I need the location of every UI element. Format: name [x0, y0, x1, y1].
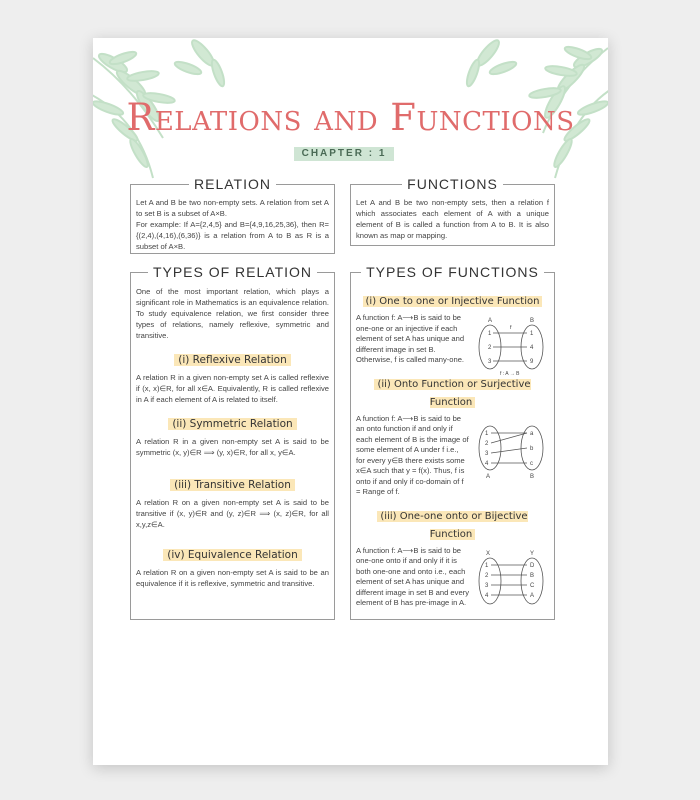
functions-definition: Let A and B be two non-empty sets, then a relation f which associates each element of A with a unique element of B is called a function from A to B. It is also known as map or mapping. — [356, 198, 549, 240]
equivalence-text: A relation R on a given non-empty set A is said to be an equivalence if it is reflexive, symmetric and transitive. — [136, 568, 329, 588]
injective-b-1: 1 — [530, 331, 534, 337]
injective-a-3: 3 — [488, 359, 492, 365]
bijective-b-a: A — [530, 592, 535, 599]
surjective-a-3: 3 — [485, 450, 489, 457]
injective-map-label: f — [510, 325, 512, 331]
bijective-right-set-label: Y — [530, 550, 535, 557]
functions-box — [350, 176, 555, 246]
injective-title: (i) One to one or Injective Function — [363, 296, 543, 307]
injective-block — [356, 313, 549, 377]
bijective-diagram — [474, 548, 549, 618]
bijective-text: A function f: A⟶B is said to be one-one onto if and only if it is both one-one and onto i.e., each element of set A has unique and different image in set B and every element of B has pre-image in A. — [356, 545, 469, 607]
surjective-left-set-label: A — [486, 473, 491, 480]
functions-heading: FUNCTIONS — [402, 176, 503, 192]
bijective-b-d: D — [530, 562, 535, 569]
bijective-left-set-label: X — [486, 550, 491, 557]
surjective-b-b: b — [530, 445, 534, 452]
injective-right-set-label: B — [530, 318, 535, 324]
reflexive-title: (i) Reflexive Relation — [174, 354, 291, 366]
bijective-a-1: 1 — [485, 562, 489, 569]
injective-a-1: 1 — [488, 331, 492, 337]
types-of-relation-box — [130, 264, 335, 620]
types-of-functions-box — [350, 264, 555, 620]
transitive-title: (iii) Transitive Relation — [170, 479, 295, 491]
surjective-text: A function f: A⟶B is said to be an onto function if and only if each element of B is the image of some element of A under f i.e., for every y∈B there exists some x∈A such that y = f(x). Thus, f is onto if and only if co-domain of f = Range of f. — [356, 413, 469, 496]
bijective-b-b: B — [530, 572, 535, 579]
types-of-functions-heading: TYPES OF FUNCTIONS — [361, 264, 544, 280]
surjective-b-c: c — [530, 460, 533, 467]
surjective-block — [356, 414, 549, 498]
symmetric-title: (ii) Symmetric Relation — [168, 418, 296, 430]
injective-b-2: 4 — [530, 345, 534, 351]
injective-text: A function f: A⟶B is said to be one-one or an injective if each element of set A has unique and different image in set B. Otherwise, f is called many-one. — [356, 313, 465, 364]
bijective-title: (iii) One-one onto or Bijective Function — [377, 511, 527, 540]
bijective-block — [356, 546, 549, 609]
bijective-b-c: C — [530, 582, 535, 589]
injective-left-set-label: A — [488, 318, 493, 324]
injective-a-2: 2 — [488, 345, 492, 351]
injective-b-3: 9 — [530, 359, 534, 365]
relation-intro: One of the most important relation, which plays a significant role in Mathematics is an equivalence relation. To study equivalence relation, we first consider three types of relations, namely reflexive, symmetric and transitive. — [136, 287, 329, 340]
relation-definition: Let A and B be two non-empty sets. A relation from set A to set B is a subset of A×B. — [136, 198, 329, 218]
surjective-a-4: 4 — [485, 460, 489, 467]
relation-box — [130, 176, 335, 254]
injective-diagram — [474, 315, 549, 385]
surjective-a-2: 2 — [485, 440, 489, 447]
bijective-a-3: 3 — [485, 582, 489, 589]
surjective-title: (ii) Onto Function or Surjective Function — [374, 379, 530, 408]
transitive-text: A relation R on a given non-empty set A is said to be transitive if (x, y)∈R and (y, z)∈R ⟹ (x, z)∈R, for all x,y,z∈A. — [136, 498, 329, 529]
surjective-b-a: a — [530, 430, 534, 437]
types-of-relation-heading: TYPES OF RELATION — [148, 264, 317, 280]
relation-example: For example: If A={2,4,5} and B={4,9,16,25,36}, then R={(2,4),(4,16),(6,36)} is a relation from A to B as R is a subset of A×B. — [136, 220, 329, 251]
notes-page — [93, 38, 608, 765]
bijective-a-4: 4 — [485, 592, 489, 599]
surjective-diagram — [474, 420, 549, 490]
equivalence-title: (iv) Equivalence Relation — [163, 549, 302, 561]
bijective-a-2: 2 — [485, 572, 489, 579]
relation-heading: RELATION — [189, 176, 276, 192]
surjective-right-set-label: B — [530, 473, 535, 480]
surjective-a-1: 1 — [485, 430, 489, 437]
reflexive-text: A relation R in a given non-empty set A is called reflexive if (x, x)∈R, for all x∈A. Equivalently, R is called reflexive in A if each element of A is related to itself. — [136, 373, 329, 404]
page-title: Relations and Functions — [126, 96, 575, 139]
symmetric-text: A relation R in a given non-empty set A is said to be symmetric (x, y)∈R ⟹ (y, x)∈R, for all x, y∈A. — [136, 437, 329, 457]
injective-caption: f : A → B — [500, 371, 520, 377]
chapter-badge: CHAPTER : 1 — [294, 147, 394, 161]
